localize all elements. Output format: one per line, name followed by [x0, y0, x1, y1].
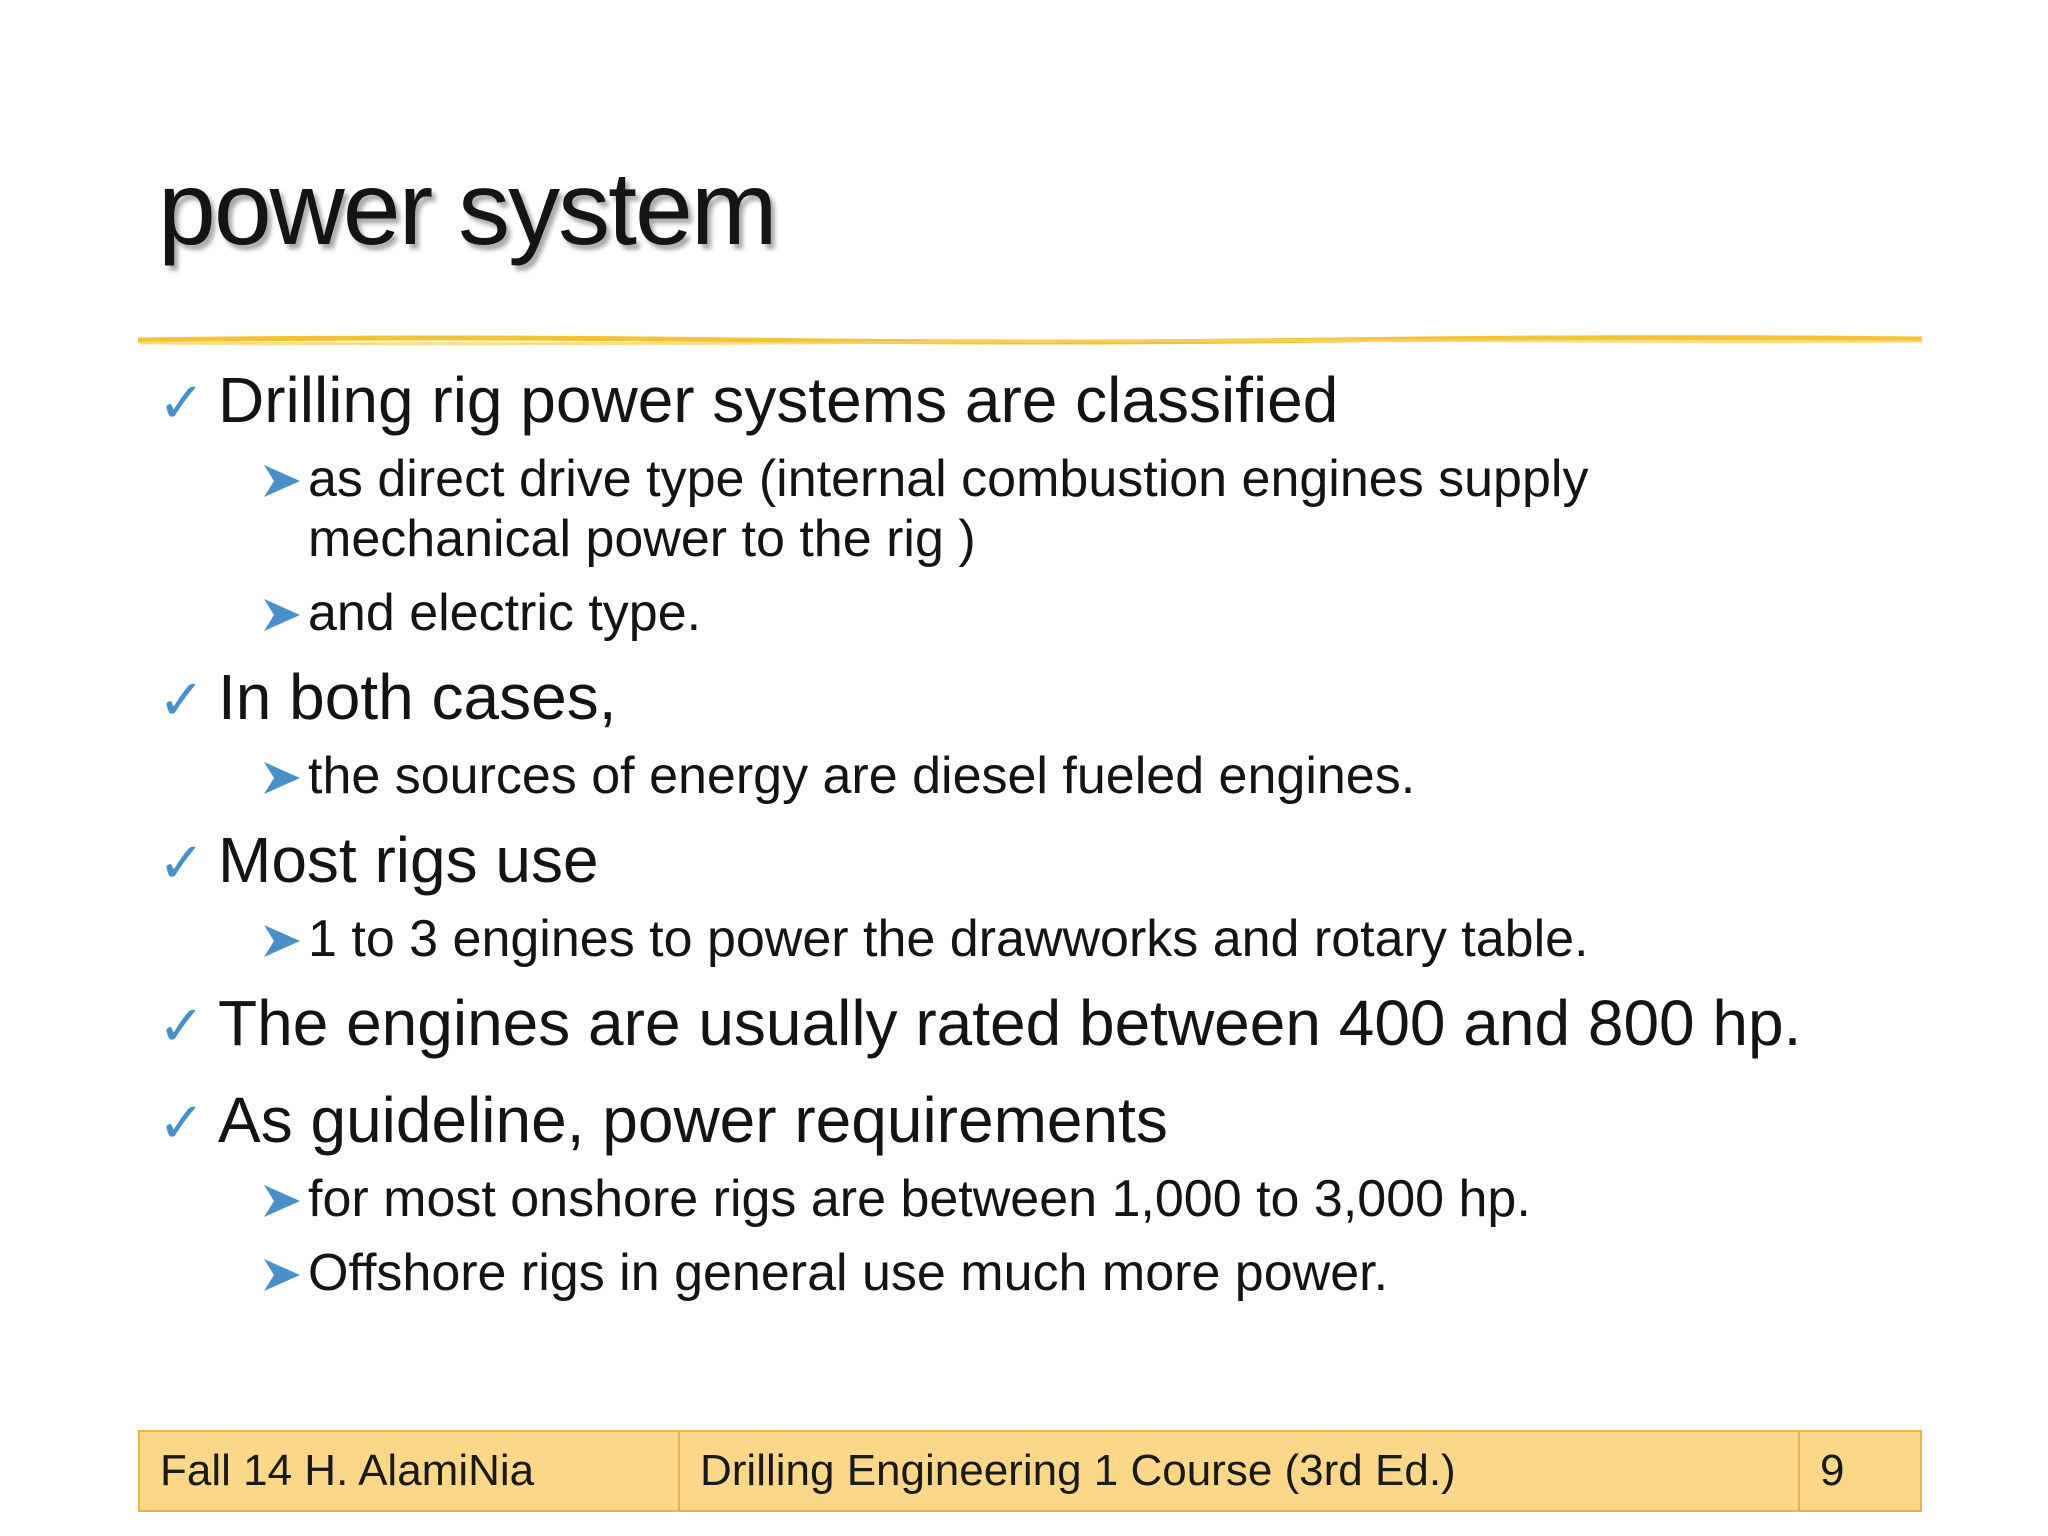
- arrow-right-icon: [262, 449, 308, 509]
- arrow-right-icon: [262, 583, 308, 643]
- sub-bullet-text: Offshore rigs in general use much more power.: [308, 1244, 1389, 1302]
- footer-course: Drilling Engineering 1 Course (3rd Ed.): [680, 1432, 1800, 1510]
- sub-bullet-text: the sources of energy are diesel fueled engines.: [308, 747, 1416, 805]
- bullet-text: Most rigs use: [218, 824, 599, 896]
- title-underline-rule: [138, 334, 1922, 348]
- bullet-text: Drilling rig power systems are classified: [218, 364, 1339, 436]
- bullet-text: In both cases,: [218, 661, 617, 733]
- bullet-item: [158, 657, 1938, 740]
- sub-bullet-item: [262, 583, 1938, 643]
- sub-bullet-text: for most onshore rigs are between 1,000 to 3,000 hp.: [308, 1170, 1531, 1228]
- bullet-list: [158, 360, 1938, 1303]
- sub-bullet-item: [262, 909, 1938, 969]
- arrow-right-icon: [262, 1169, 308, 1229]
- bullet-text: The engines are usually rated between 400 and 800 hp.: [218, 987, 1802, 1059]
- check-icon: ✓: [158, 1091, 205, 1154]
- footer-author: Fall 14 H. AlamiNia: [140, 1432, 680, 1510]
- arrow-right-icon: [262, 1243, 308, 1303]
- slide-footer: [138, 1430, 1922, 1512]
- sub-bullet-item: [262, 1243, 1938, 1303]
- check-icon: ✓: [158, 831, 205, 894]
- arrow-right-icon: [262, 746, 308, 806]
- arrow-right-icon: [262, 909, 308, 969]
- check-icon: ✓: [158, 994, 205, 1057]
- check-icon: ✓: [158, 371, 205, 434]
- sub-bullet-item: [262, 1169, 1938, 1229]
- bullet-item: [158, 820, 1938, 903]
- bullet-item: [158, 360, 1938, 443]
- sub-bullet-text: 1 to 3 engines to power the drawworks and rotary table.: [308, 910, 1589, 968]
- sub-bullet-text: and electric type.: [308, 584, 702, 642]
- sub-bullet-text: as direct drive type (internal combustion engines supply mechanical power to the rig ): [308, 450, 1589, 568]
- sub-bullet-item: [262, 746, 1938, 806]
- slide-title: power system: [158, 151, 776, 267]
- bullet-text: As guideline, power requirements: [218, 1084, 1168, 1156]
- sub-bullet-item: [262, 449, 1938, 569]
- bullet-item: [158, 1080, 1938, 1163]
- footer-page-number: 9: [1820, 1446, 1845, 1495]
- bullet-item: [158, 983, 1938, 1066]
- check-icon: ✓: [158, 668, 205, 731]
